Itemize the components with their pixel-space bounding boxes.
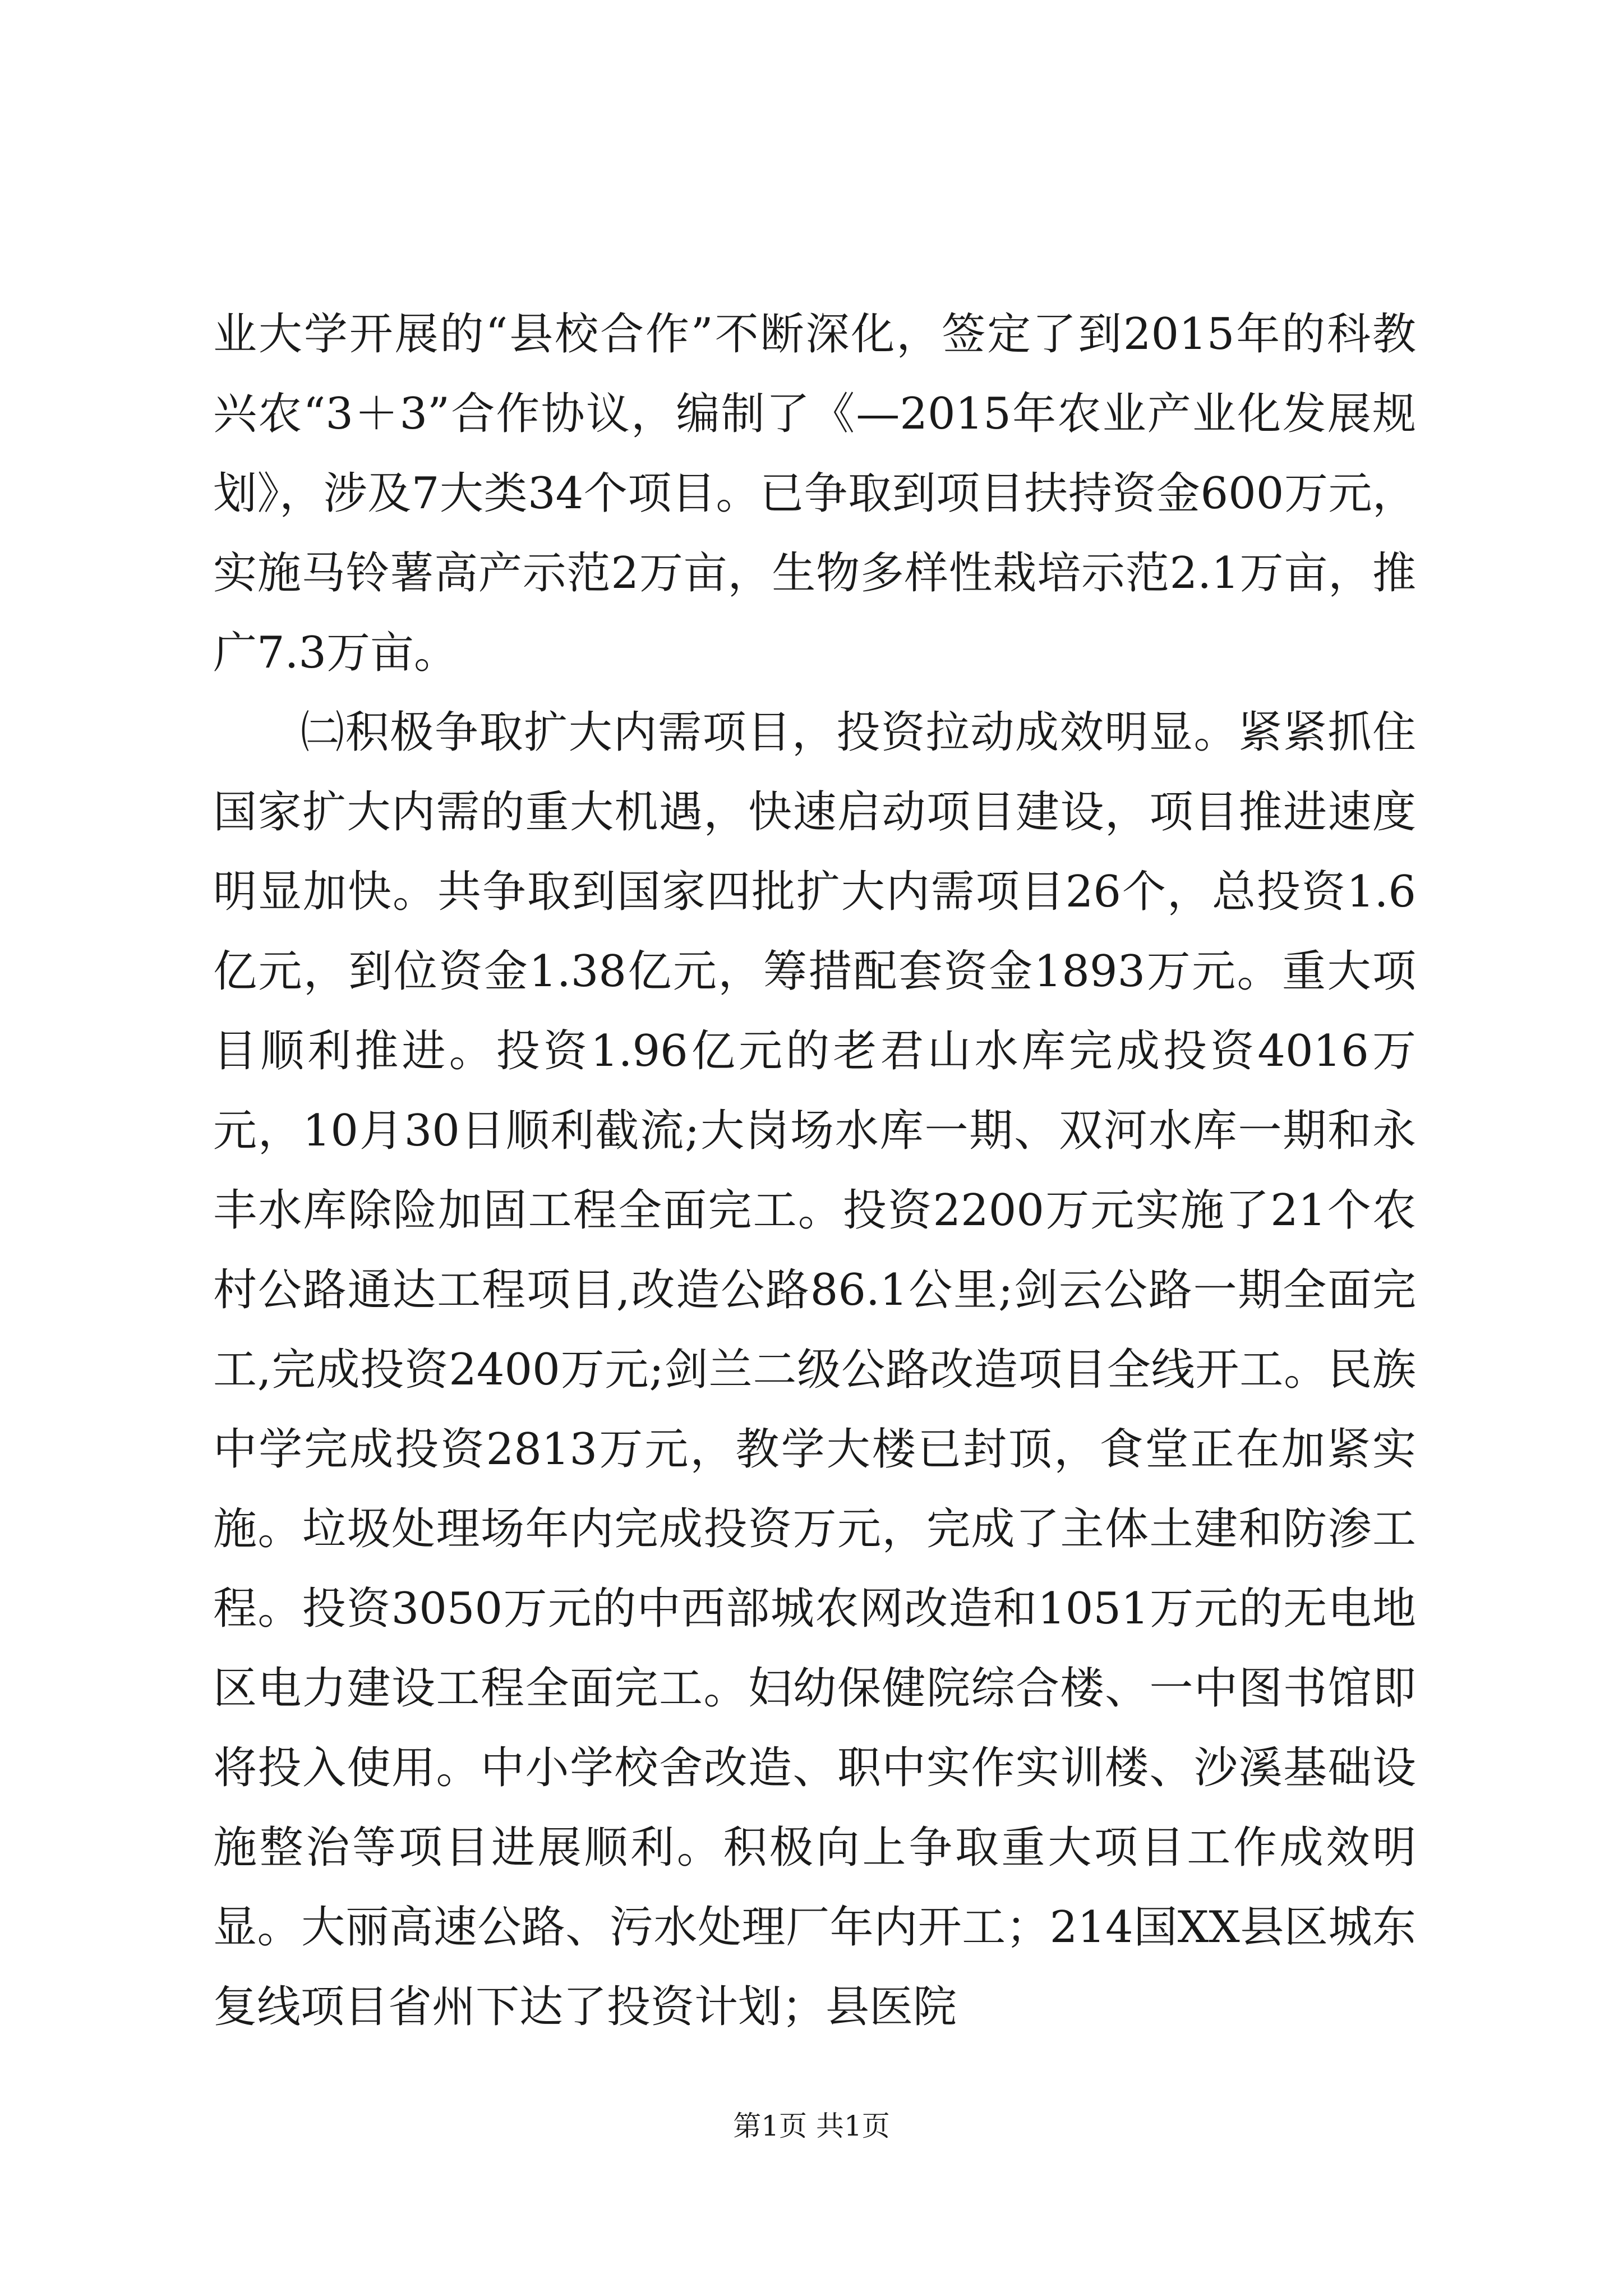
paragraph-2: ㈡积极争取扩大内需项目，投资拉动成效明显。紧紧抓住国家扩大内需的重大机遇，快速启动项目建设，项目推进速度明显加快。共争取到国家四批扩大内需项目26个，总投资1.6亿元，到位资金1.38亿元，筹措配套资金1893万元。重大项目顺利推进。投资1.96亿元的老君山水库完成投资4016万元，10月30日顺利截流;大岗场水库一期、双河水库一期和永丰水库除险加固工程全面完工。投资2200万元实施了21个农村公路通达工程项目,改造公路86.1公里;剑云公路一期全面完工,完成投资2400万元;剑兰二级公路改造项目全线开工。民族中学完成投资2813万元，教学大楼已封顶，食堂正在加紧实施。垃圾处理场年内完成投资万元，完成了主体土建和防渗工程。投资3050万元的中西部城农网改造和1051万元的无电地区电力建设工程全面完工。妇幼保健院综合楼、一中图书馆即将投入使用。中小学校舍改造、职中实作实训楼、沙溪基础设施整治等项目进展顺利。积极向上争取重大项目工作成效明显。大丽高速公路、污水处理厂年内开工；214国XX县区城东复线项目省州下达了投资计划；县医院 xyxy=(213,707,1416,2032)
body-text xyxy=(213,295,1416,2047)
page-footer: 第1页 共1页 xyxy=(733,2110,890,2142)
paragraph-1: 业大学开展的“县校合作”不断深化，签定了到2015年的科教兴农“3＋3”合作协议，编制了《—2015年农业产业化发展规划》，涉及7大类34个项目。已争取到项目扶持资金600万元，实施马铃薯高产示范2万亩，生物多样性栽培示范2.1万亩，推广7.3万亩。 xyxy=(213,309,1416,678)
